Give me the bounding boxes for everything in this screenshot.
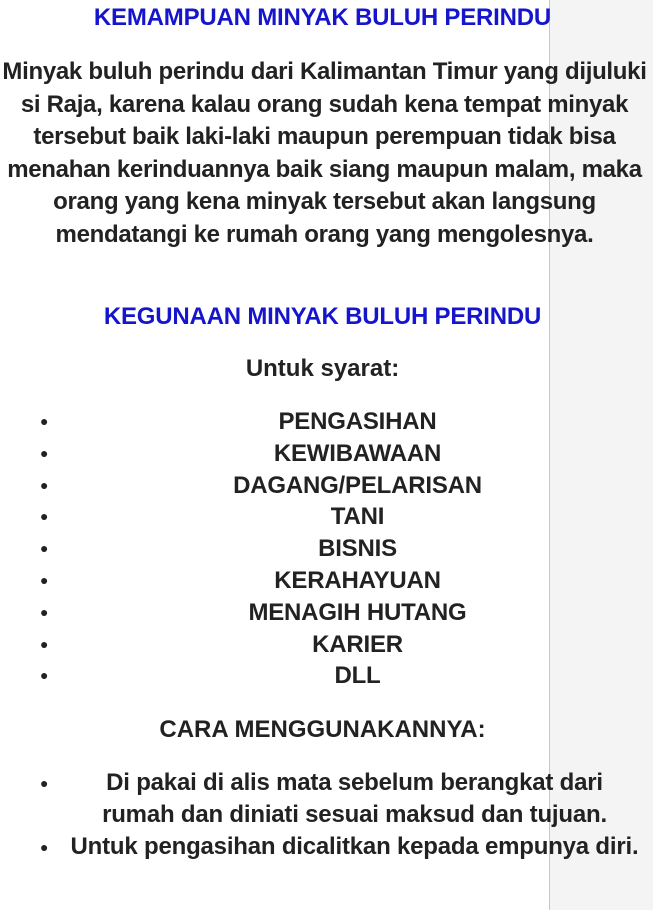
syarat-list (0, 406, 645, 692)
list-item (0, 565, 645, 597)
bullet-icon: ● (40, 413, 49, 429)
list-item-label: TANI (330, 503, 385, 531)
list-item (0, 767, 653, 831)
list-item-label: BISNIS (318, 535, 397, 563)
cara-list (0, 767, 653, 863)
bullet-icon: ● (40, 667, 49, 684)
list-item (0, 501, 645, 533)
section-heading-kemampuan: KEMAMPUAN MINYAK BULUH PERINDU (93, 4, 552, 31)
list-item (0, 406, 645, 438)
list-item-label: PENGASIHAN (278, 408, 437, 435)
bullet-icon: ● (40, 476, 49, 493)
list-item-label: KEWIBAWAAN (273, 439, 442, 467)
bullet-icon: ● (40, 635, 49, 652)
list-item (0, 660, 645, 692)
syarat-subtitle: Untuk syarat: (245, 355, 400, 382)
list-item-label: KARIER (312, 630, 403, 658)
list-item (0, 629, 645, 661)
list-item-label: DLL (334, 662, 381, 690)
list-item-label: MENAGIH HUTANG (248, 598, 467, 626)
list-item (0, 597, 645, 629)
list-item-label: DAGANG/PELARISAN (233, 471, 482, 499)
section-heading-kegunaan: KEGUNAAN MINYAK BULUH PERINDU (103, 303, 542, 330)
bullet-icon: ● (40, 603, 49, 620)
bullet-icon: ● (40, 540, 49, 557)
bullet-icon: ● (40, 444, 49, 461)
list-item-label: Di pakai di alis mata sebelum berangkat dari rumah dan diniati sesuai maksud dan tujuan. (102, 769, 607, 828)
cara-subtitle: CARA MENGGUNAKANNYA: (159, 716, 486, 743)
list-item (0, 831, 653, 863)
bullet-icon: ● (40, 839, 49, 855)
list-item (0, 438, 645, 470)
list-item (0, 533, 645, 565)
bullet-icon: ● (40, 775, 49, 791)
bullet-icon: ● (40, 571, 49, 588)
bullet-icon: ● (40, 508, 49, 525)
list-item-label: KERAHAYUAN (274, 566, 441, 594)
description-paragraph: Minyak buluh perindu dari Kalimantan Timur yang dijuluki si Raja, karena kalau orang sudah kena tempat minyak tersebut baik laki-laki maupun perempuan tidak bisa menahan kerinduannya baik siang maupun malam, maka orang yang kena minyak tersebut akan langsung mendatangi ke rumah orang yang mengolesnya. (2, 58, 647, 248)
list-item (0, 470, 645, 502)
list-item-label: Untuk pengasihan dicalitkan kepada empunya diri. (70, 833, 639, 860)
